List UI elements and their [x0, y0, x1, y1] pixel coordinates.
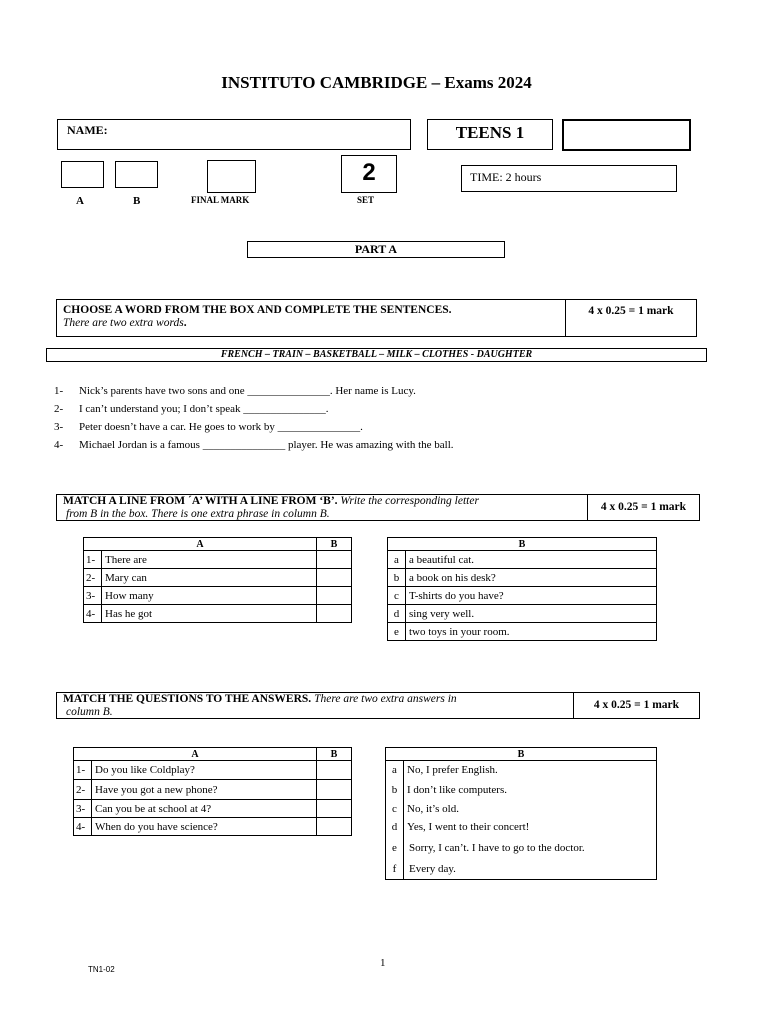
level-box [427, 119, 553, 150]
table-row: f Every day. [386, 860, 657, 880]
answer-box[interactable] [317, 761, 352, 780]
table-row: b a book on his desk? [388, 569, 657, 587]
set-number: 2 [362, 159, 376, 186]
answer-box[interactable] [317, 800, 352, 818]
section2-table-b [387, 537, 657, 641]
answer-box[interactable] [317, 780, 352, 800]
document-code: TN1-02 [88, 965, 115, 974]
section1-marks: 4 x 0.25 = 1 mark [588, 305, 674, 317]
table-row: 4- When do you have science? [74, 818, 352, 836]
section3-instruction-ital: There are two extra answers in [311, 693, 457, 705]
part-heading [247, 241, 505, 258]
table-row: d Yes, I went to their concert! [386, 818, 657, 836]
section3-marks: 4 x 0.25 = 1 mark [593, 699, 680, 711]
section3-table-a [73, 747, 352, 836]
table-row: a a beautiful cat. [388, 551, 657, 569]
table-row: 3- Can you be at school at 4? [74, 800, 352, 818]
level-label: TEENS 1 [455, 123, 525, 142]
table-row: e Sorry, I can’t. I have to go to the doctor. [386, 836, 657, 860]
section1-sub: There are two extra words [63, 317, 184, 329]
answer-box[interactable] [317, 587, 352, 605]
table-row: d sing very well. [388, 605, 657, 623]
time-box [461, 165, 677, 192]
table-row: 2- Mary can [84, 569, 352, 587]
final-mark-box[interactable] [207, 160, 256, 193]
final-mark-label: FINAL MARK [191, 195, 250, 205]
section1-instruction: CHOOSE A WORD FROM THE BOX AND COMPLETE THE SENTENCES. [63, 304, 452, 316]
table-row: c No, it’s old. [386, 800, 657, 818]
table-row: 1- There are [84, 551, 352, 569]
page-title: INSTITUTO CAMBRIDGE – Exams 2024 [221, 73, 532, 92]
word-list: FRENCH – TRAIN – BASKETBALL – MILK – CLOTHES - DAUGHTER [220, 349, 533, 360]
answer-box[interactable] [317, 551, 352, 569]
set-box [341, 155, 397, 193]
col-a-header: A [74, 748, 317, 761]
section2-table-a [83, 537, 352, 623]
col-b-header: B [388, 538, 657, 551]
table-row: 2- Have you got a new phone? [74, 780, 352, 800]
answer-box[interactable] [317, 569, 352, 587]
sentence-4: 4- Michael Jordan is a famous _______________ player. He was amazing with the ball. [54, 439, 454, 451]
sentence-3: 3- Peter doesn’t have a car. He goes to work by _______________. [54, 421, 363, 433]
section3-table-b [385, 747, 657, 880]
section1-instructions [56, 299, 697, 337]
time-label: TIME: 2 hours [470, 170, 542, 184]
col-b-header: B [386, 748, 657, 761]
word-box [46, 348, 707, 362]
score-b-box[interactable] [115, 161, 158, 188]
table-row: a No, I prefer English. [386, 761, 657, 780]
score-a-box[interactable] [61, 161, 104, 188]
table-row: e two toys in your room. [388, 623, 657, 641]
section3-instruction-ital2: column B. [66, 706, 113, 718]
section3-instruction: MATCH THE QUESTIONS TO THE ANSWERS. [63, 693, 312, 705]
table-row: 4- Has he got [84, 605, 352, 623]
page-number: 1 [380, 957, 386, 969]
set-label: SET [357, 195, 375, 205]
score-a-label: A [76, 195, 84, 207]
level-score-box[interactable] [562, 119, 691, 151]
col-a-header: A [84, 538, 317, 551]
sentence-1: 1- Nick’s parents have two sons and one _______________. Her name is Lucy. [54, 385, 416, 397]
name-label: NAME: [67, 123, 108, 137]
part-label: PART A [354, 242, 398, 256]
col-b-header: B [317, 748, 352, 761]
sentence-2: 2- I can’t understand you; I don’t speak _______________. [54, 403, 329, 415]
section2-marks: 4 x 0.25 = 1 mark [600, 501, 687, 513]
answer-box[interactable] [317, 605, 352, 623]
section2-instructions [56, 494, 700, 521]
name-field[interactable] [57, 119, 411, 150]
score-b-label: B [133, 195, 141, 207]
section2-instruction-ital2: from B in the box. There is one extra phrase in column B. [66, 508, 330, 520]
table-row: 3- How many [84, 587, 352, 605]
section3-instructions [56, 692, 700, 719]
section2-instruction: MATCH A LINE FROM ´A’ WITH A LINE FROM ‘B’. [63, 495, 338, 507]
answer-box[interactable] [317, 818, 352, 836]
table-row: c T-shirts do you have? [388, 587, 657, 605]
table-row: 1- Do you like Coldplay? [74, 761, 352, 780]
section1-sub-end: . [183, 317, 187, 329]
col-b-header: B [317, 538, 352, 551]
table-row: b I don’t like computers. [386, 780, 657, 800]
section2-instruction-ital: Write the corresponding letter [337, 495, 479, 507]
